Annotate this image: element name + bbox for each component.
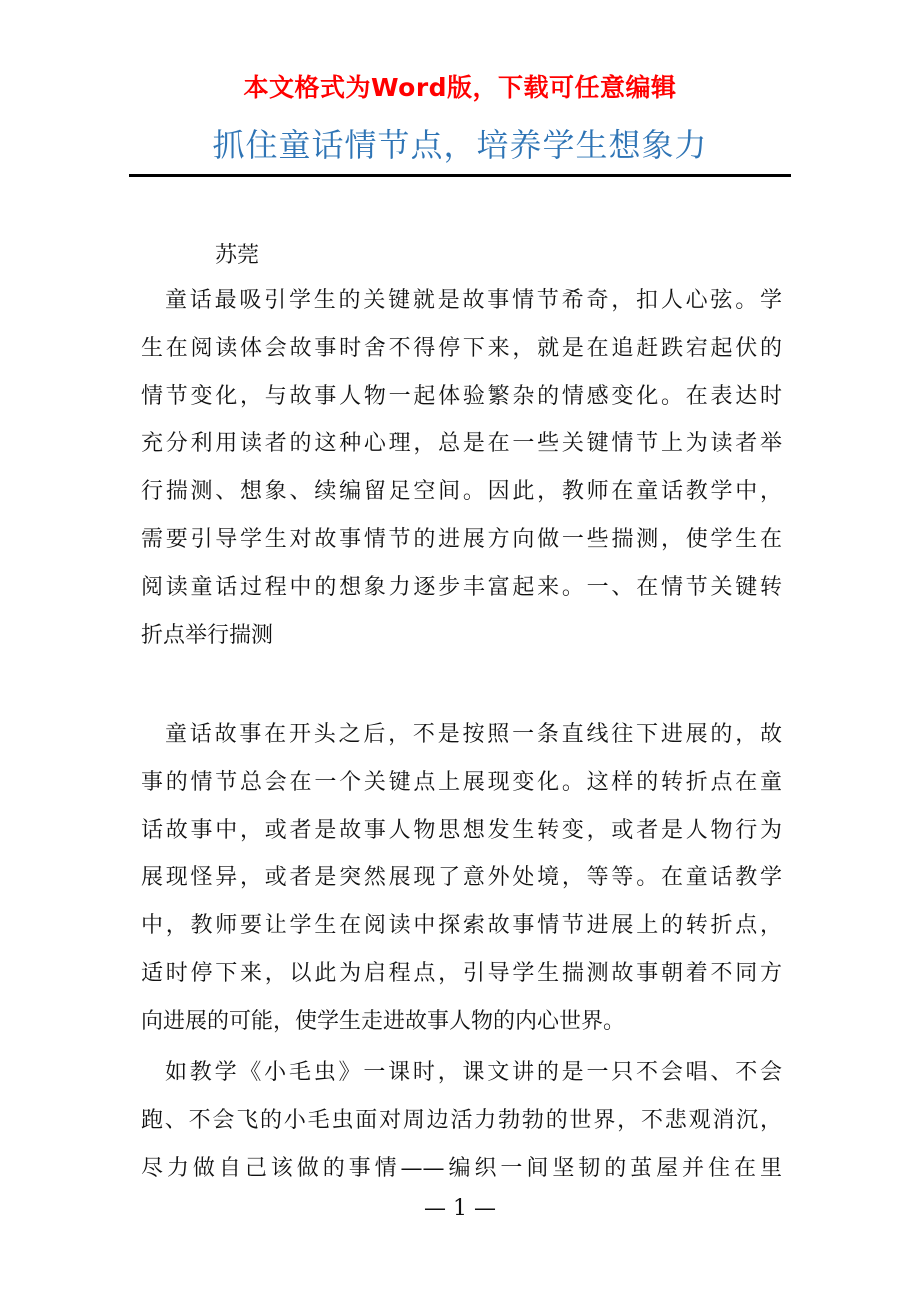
text-line: 情节变化，与故事人物一起体验繁杂的情感变化。在表达时 bbox=[141, 383, 782, 409]
text-line: 尽力做自己该做的事情——编织一间坚韧的茧屋并住在里 bbox=[141, 1155, 782, 1181]
text-line: 充分利用读者的这种心理，总是在一些关键情节上为读者举 bbox=[141, 431, 782, 457]
text-line: 行揣测、想象、续编留足空间。因此，教师在童话教学中， bbox=[141, 479, 782, 505]
text-line: 事的情节总会在一个关键点上展现变化。这样的转折点在童 bbox=[141, 769, 782, 795]
text-line: 向进展的可能，使学生走进故事人物的内心世界。 bbox=[141, 1008, 626, 1034]
author-name: 苏莞 bbox=[215, 243, 260, 268]
text-line: 中，教师要让学生在阅读中探索故事情节进展上的转折点， bbox=[141, 913, 782, 939]
paragraph-3 bbox=[141, 1058, 782, 1201]
paragraph-2 bbox=[141, 720, 782, 1055]
page-number: — 1 — bbox=[424, 1196, 496, 1221]
title-divider bbox=[129, 174, 791, 177]
text-line: 折点举行揣测 bbox=[141, 622, 274, 648]
format-notice: 本文格式为Word版，下载可任意编辑 bbox=[243, 73, 677, 102]
text-line: 需要引导学生对故事情节的进展方向做一些揣测，使学生在 bbox=[141, 526, 782, 552]
text-line: 展现怪异，或者是突然展现了意外处境，等等。在童话教学 bbox=[141, 865, 782, 891]
text-line: 童话最吸引学生的关键就是故事情节希奇，扣人心弦。学 bbox=[165, 288, 782, 313]
text-line: 童话故事在开头之后，不是按照一条直线往下进展的，故 bbox=[165, 722, 782, 747]
document-title: 抓住童话情节点，培养学生想象力 bbox=[212, 126, 708, 164]
text-line: 适时停下来，以此为启程点，引导学生揣测故事朝着不同方 bbox=[141, 960, 782, 986]
text-line: 话故事中，或者是故事人物思想发生转变，或者是人物行为 bbox=[141, 817, 782, 843]
text-line: 跑、不会飞的小毛虫面对周边活力勃勃的世界，不悲观消沉， bbox=[141, 1107, 782, 1133]
text-line: 阅读童话过程中的想象力逐步丰富起来。一、在情节关键转 bbox=[141, 574, 782, 600]
paragraph-1 bbox=[141, 286, 782, 668]
text-line: 生在阅读体会故事时舍不得停下来，就是在追赶跌宕起伏的 bbox=[141, 335, 782, 361]
text-line: 如教学《小毛虫》一课时，课文讲的是一只不会唱、不会 bbox=[165, 1060, 782, 1085]
